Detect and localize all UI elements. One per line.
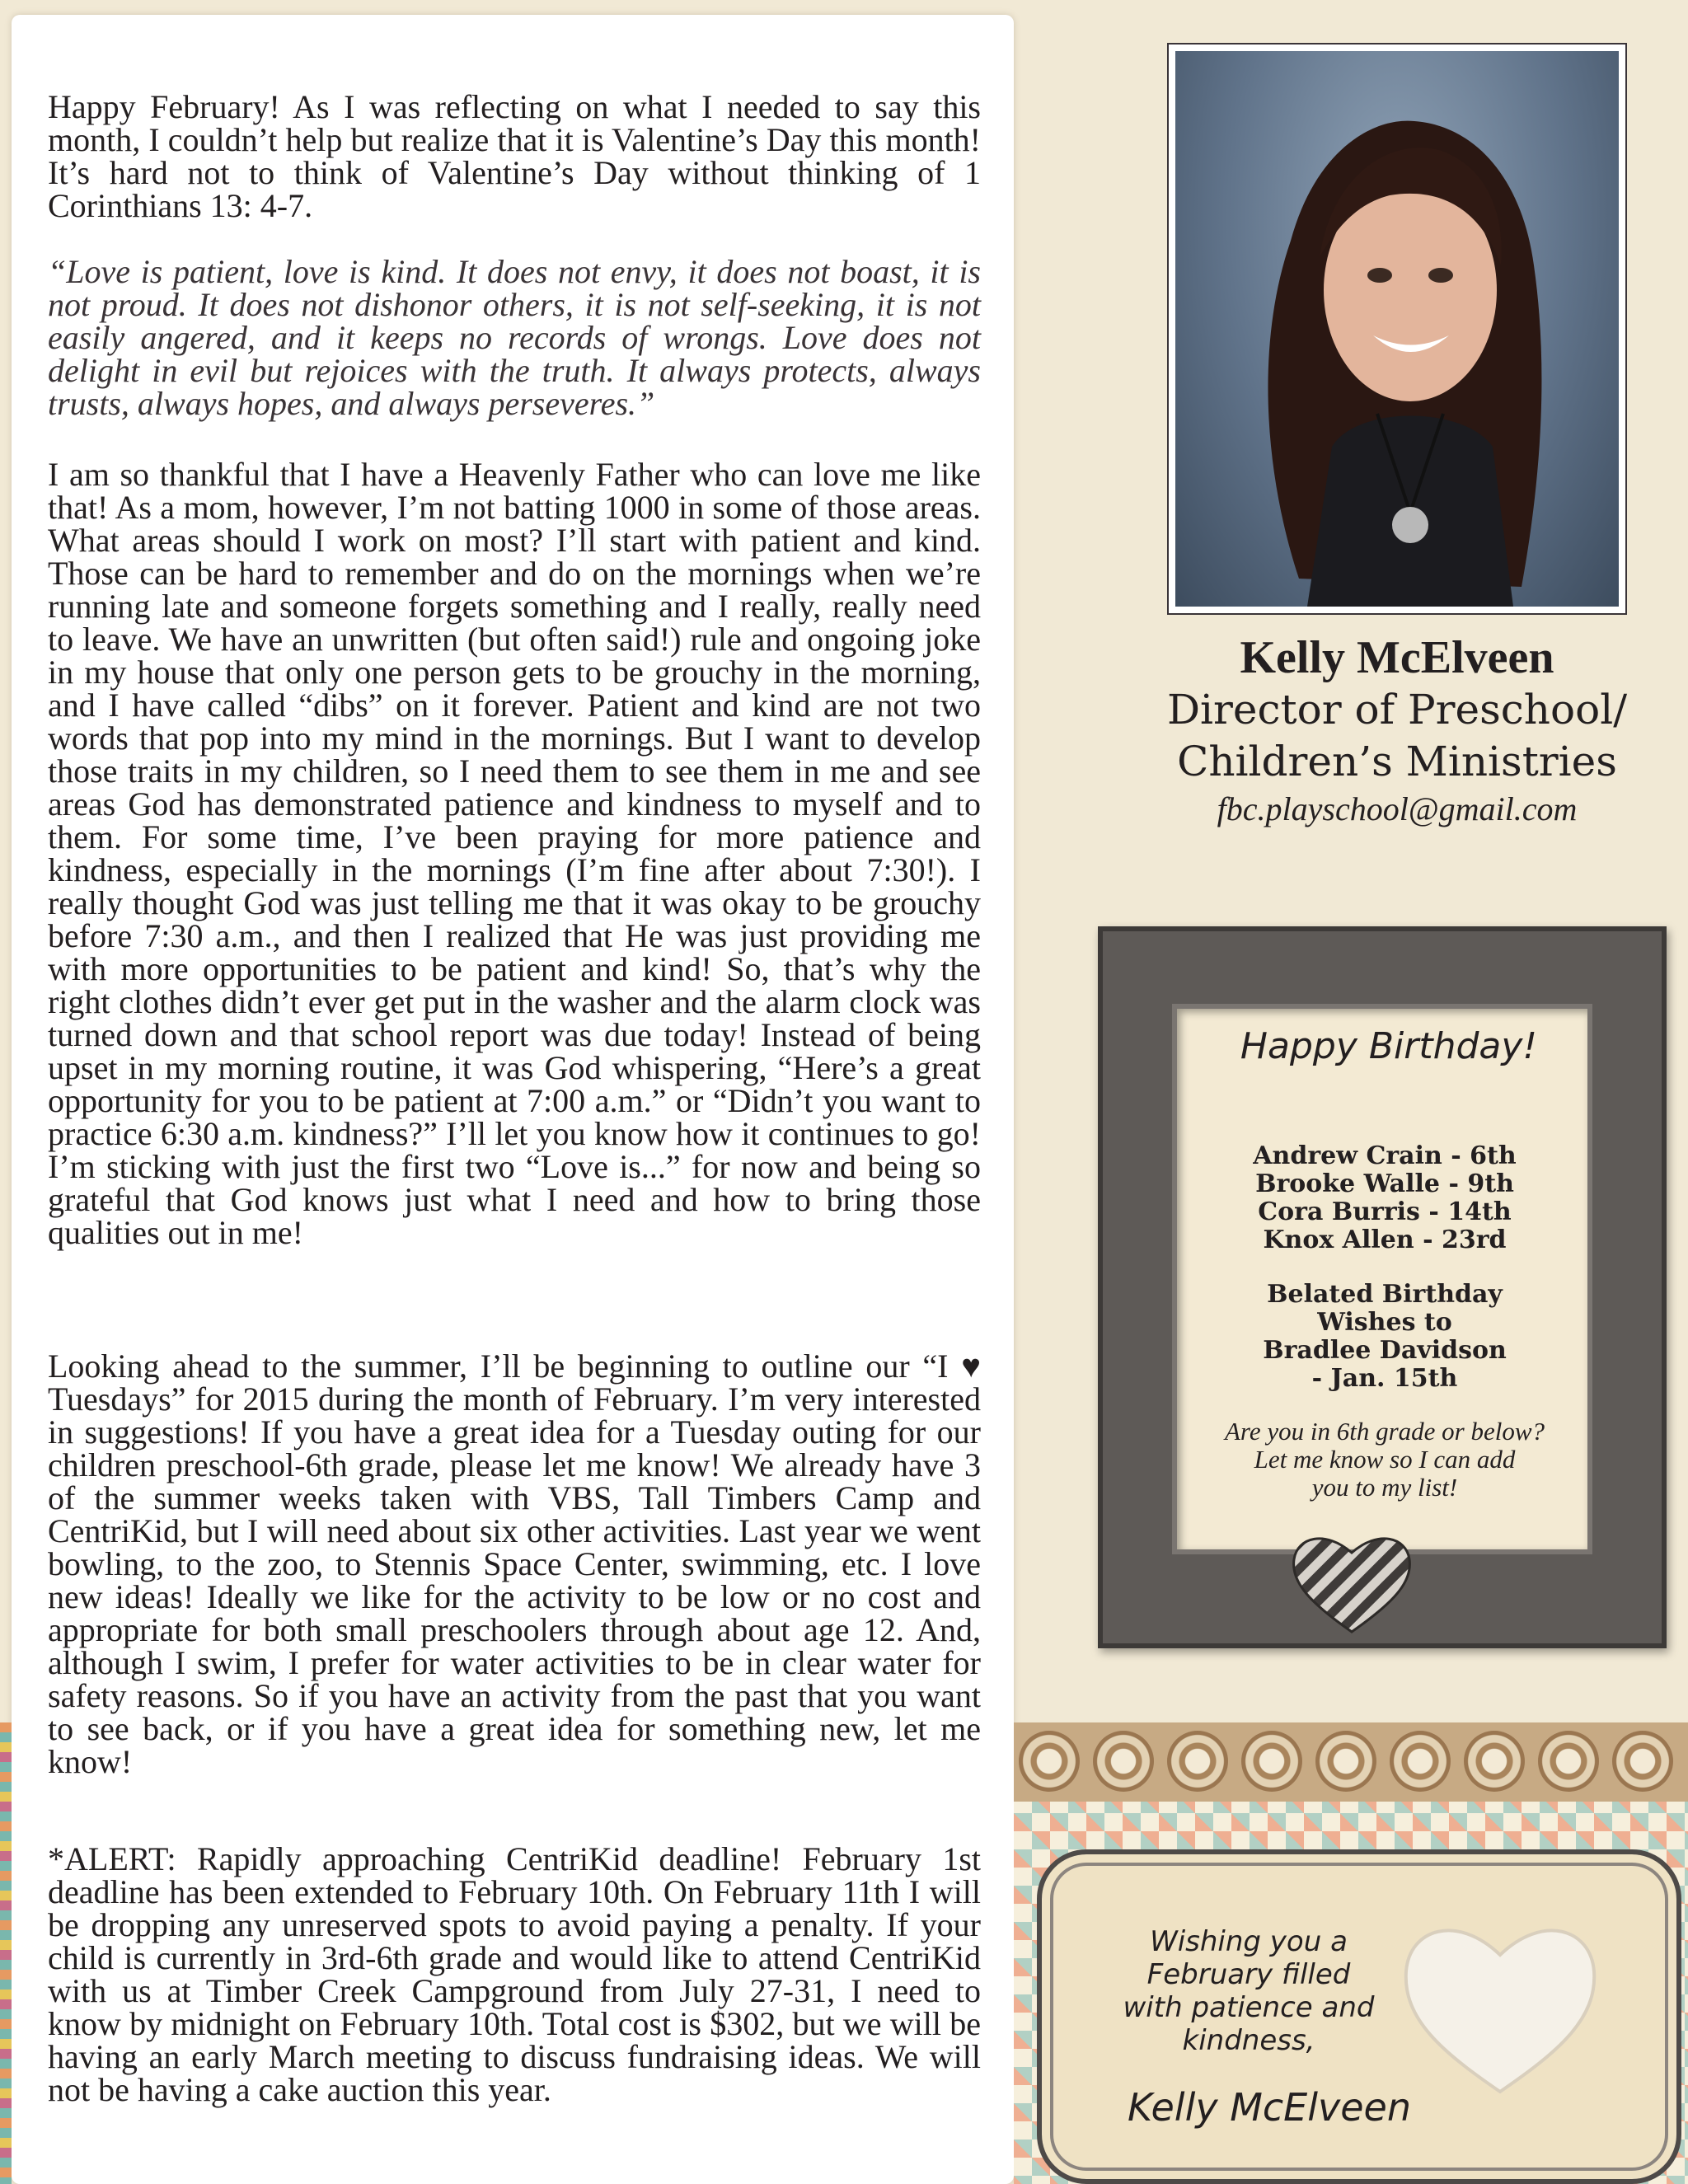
lace-circle [1315, 1731, 1376, 1792]
profile-email: fbc.playschool@gmail.com [1217, 790, 1578, 827]
birthday-note-line: Are you in 6th grade or below? [1224, 1417, 1545, 1446]
closing-wish-line: with patience and [1123, 1991, 1375, 2024]
closing-wish-line: February filled [1146, 1958, 1351, 1991]
belated-line: Wishes to [1317, 1308, 1452, 1337]
belated-birthday [1179, 1281, 1591, 1393]
lace-circle [1538, 1731, 1599, 1792]
birthday-entry: Andrew Crain - 6th [1253, 1141, 1517, 1170]
letter-scripture-quote: “Love is patient, love is kind. It does not envy, it does not boast, it is not proud. It does not dishonor others, it is not self-seeking, it is not easily angered, and it keeps no records of wrongs. Love does not delight in evil but rejoices with the truth. It always protects, always trusts, always hopes, and always perseveres.” [48, 253, 981, 422]
lace-circle [1464, 1731, 1525, 1792]
portrait-photo [1175, 51, 1619, 607]
closing-signature: Kelly McElveen [1127, 2085, 1412, 2130]
lace-circle [1241, 1731, 1302, 1792]
belated-line: Bradlee Davidson [1263, 1336, 1507, 1365]
belated-line: Belated Birthday [1267, 1280, 1503, 1309]
tuesdays-text-rest: Tuesdays” for 2015 during the month of February. I’m very interested in suggestions! If you have a great idea for a Tuesday outing for our children preschool-6th grade, please let me know! We already have 3 of the summer weeks taken with VBS, Tall Timbers Camp and CentriKid, but I will need about six other activities. Last year we went bowling, to the zoo, to Stennis Space Center, swimming, etc. I love new ideas! Ideally we like for the activity to be low or no cost and appropriate for both small preschoolers through about age 12. And, although I swim, I prefer for water activities to be in clear water for safety reasons. So if you have an activity from the past that you want to see back, or if you have a great idea for something new, let me know! [48, 1380, 981, 1780]
birthday-note-line: Let me know so I can add [1254, 1445, 1516, 1474]
belated-line: - Jan. 15th [1311, 1364, 1458, 1393]
letter-card [12, 15, 1014, 2184]
letter-paragraph-patience: I am so thankful that I have a Heavenly Father who can love me like that! As a mom, however, I’m not batting 1000 in some of those areas. What areas should I work on most? I’ll start with patient and kind. Those can be hard to remember and do on the mornings when we’re running late and someone forgets something and I really, really need to leave. We have an unwritten (but often said!) rule and ongoing joke in my house that only one person gets to be grouchy in the morning, and I have called “dibs” on it forever. Patient and kind are not two words that pop into my mind in the mornings. But I want to develop those traits in my children, so I need them to see them in me and see areas God has demonstrated patience and kindness to myself and to them. For some time, I’ve been praying for more patience and kindness, especially in the mornings (I’m fine after about 7:30!). I really thought God was just telling me that it was okay to be grouchy before 7:30 a.m., and then I realized that He was just providing me with more opportunities to be patient and kind! So, that’s why the right clothes didn’t ever get put in the washer and the alarm clock was turned down and that school report was due today! Instead of being upset in my morning routine, it was God whispering, “Here’s a great opportunity for you to be patient at 7:00 a.m.” or “Didn’t you want to practice 6:30 a.m. kindness?” I’ll let you know how it continues to go! I’m sticking with just the first two “Love is...” for now and being so grateful that God knows just what I need and how to bring those qualities out in me! [48, 456, 981, 1251]
closing-wish [1092, 1925, 1405, 2057]
closing-wish-line: Wishing you a [1150, 1925, 1348, 1958]
lace-circle [1019, 1731, 1080, 1792]
heart-icon: ♥ [961, 1347, 981, 1385]
paper-heart-icon [1393, 1904, 1607, 2102]
birthday-entry: Cora Burris - 14th [1258, 1197, 1512, 1226]
lace-circle [1612, 1731, 1673, 1792]
lace-circle [1390, 1731, 1451, 1792]
profile-name: Kelly McElveen [1240, 632, 1554, 683]
striped-heart-icon [1286, 1525, 1418, 1640]
letter-paragraph-intro: Happy February! As I was reflecting on what I needed to say this month, I couldn’t help but realize that it is Valentine’s Day this month! It’s hard not to think of Valentine’s Day without thinking of 1 Corinthians 13: 4-7. [48, 88, 981, 224]
lace-circle [1093, 1731, 1154, 1792]
letter-paragraph-tuesdays [48, 1347, 981, 1780]
birthday-entry: Brooke Walle - 9th [1255, 1169, 1514, 1198]
closing-wish-line: kindness, [1182, 2024, 1315, 2057]
profile-title-line1: Director of Preschool/ [1166, 686, 1628, 733]
letter-paragraph-alert: *ALERT: Rapidly approaching CentriKid deadline! February 1st deadline has been extended to February 10th. On February 11th I will be dropping any unreserved spots to avoid paying a penalty. If your child is currently in 3rd-6th grade and would like to attend CentriKid with us at Timber Creek Campground from July 27-31, I need to know by midnight on February 10th. Total cost is $302, but we will be having an early March meeting to discuss fundraising ideas. We will not be having a cake auction this year. [48, 1840, 981, 2108]
birthday-list [1179, 1142, 1591, 1254]
tuesdays-text-start: Looking ahead to the summer, I’ll be beginning to outline our “I [48, 1347, 962, 1385]
birthday-note-line: you to my list! [1311, 1473, 1458, 1502]
pattern-strip-left [0, 1722, 12, 2184]
portrait-frame [1167, 43, 1627, 615]
birthday-note [1187, 1418, 1582, 1502]
lace-circle [1167, 1731, 1228, 1792]
profile-title-line2: Children’s Ministries [1177, 738, 1617, 785]
birthday-title: Happy Birthday! [1240, 1025, 1538, 1067]
birthday-entry: Knox Allen - 23rd [1263, 1226, 1507, 1254]
